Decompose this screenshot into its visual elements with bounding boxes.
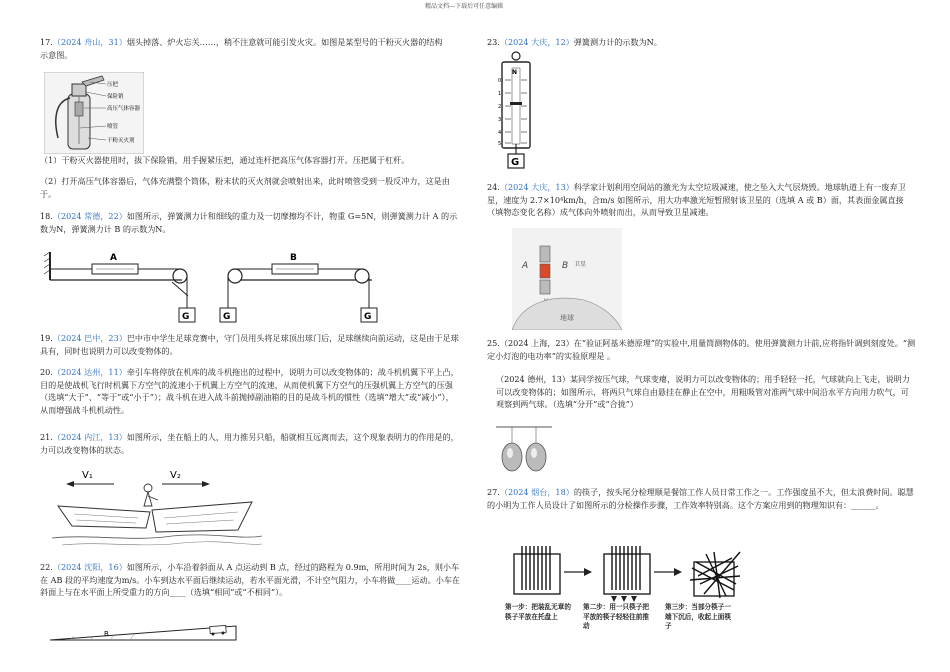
- question-19: [40, 332, 460, 357]
- question-number: 21.: [40, 432, 53, 442]
- question-number: 17.: [40, 37, 53, 47]
- question-text: 弹簧测力计的示数为N。: [573, 37, 662, 47]
- question-number: 27.: [487, 487, 500, 497]
- question-number: 22.: [40, 562, 53, 572]
- question-text: 牵引车将停放在机库的战斗机拖出的过程中，说明力可以改变物体的；战斗机机翼下平上凸，目的是使战机飞行时机翼下方空气的流速小于机翼上方空气的流速，从而使机翼下方空气的压强机翼上方空气的压强（选填“大于”、“等于”或“小于”）；战斗机在进入战斗前抛掉副油箱的目的是战斗机的惯性（选填“增大”或“减小”），从而增强战斗机机动性。: [40, 367, 459, 415]
- unit-label: N: [512, 69, 518, 76]
- label-press-handle: 压把: [107, 82, 119, 88]
- question-text: 的筷子，按头尾分检理顺是餐馆工作人员日常工作之一。工作强度虽不大，但太浪费时间。聪慧的小明为工作人员设计了如图所示的分检操作步骤，工作效率特别高。这个方案应用到的物理知识有：______。: [487, 487, 914, 510]
- tick-0: 0: [498, 78, 502, 84]
- page-header: 精品文档---下载后可任意编辑: [425, 3, 504, 10]
- face-b-label: B: [562, 261, 569, 271]
- tick-3: 3: [498, 117, 502, 123]
- question-text: 科学家计划利用空间站的激光为太空垃圾减速，使之坠入大气层烧毁。地球轨道上有一废弃卫星，速度为 2.7×10⁴km/h，合m/s 如图所示，用大功率激光短暂照射该卫星的（选填 A 或 B）面，其表面金属直接（填物态变化名称）成气体向外喷射而出，从而导致卫星减速。: [487, 182, 906, 218]
- question-24-stem: [487, 181, 917, 219]
- step-2-caption: 第二步：用一只筷子把平放的筷子轻轻往前推动: [583, 603, 649, 631]
- question-number: 18.: [40, 211, 53, 221]
- step-3-caption: 第三步：当部分筷子一端下沉后，收起上面筷子: [665, 603, 731, 631]
- earth-label: 地球: [560, 314, 574, 322]
- tick-5: 5: [498, 141, 502, 147]
- question-number: 20.: [40, 367, 53, 377]
- velocity-v1-label: V₁: [82, 470, 93, 481]
- boats-figure: [52, 466, 262, 550]
- tick-4: 4: [498, 130, 502, 136]
- question-source: （2024 大庆，12）: [499, 37, 574, 47]
- point-b-label: B: [104, 630, 109, 638]
- question-26-stem: [496, 373, 916, 411]
- question-23-stem: [487, 36, 907, 49]
- question-17-part-2: （2）打开高压气体容器后，气体充满整个筒体，粉末状的灭火剂就会喷射出来，此时喷管受到一股反冲力，这是由于。: [40, 176, 450, 199]
- question-18-stem: [40, 210, 460, 235]
- weight-g-left: G: [182, 312, 190, 322]
- face-a-label: A: [522, 261, 529, 271]
- weight-g: G: [511, 157, 520, 168]
- question-source: （2024 巴中，23）: [52, 333, 127, 343]
- scale-b-label: B: [290, 253, 297, 263]
- spring-scale-pulley-figure: [42, 246, 442, 326]
- label-nozzle-tube: 喷管: [107, 124, 119, 130]
- question-source: （2024 达州，11）: [52, 367, 127, 377]
- step-1-caption: 第一步：把装乱无章的筷子平放在托盘上: [505, 603, 571, 621]
- satellite-tag: 卫星: [574, 261, 587, 268]
- scale-a-label: A: [110, 253, 117, 263]
- question-source: （2024 常德，22）: [52, 211, 127, 221]
- velocity-v2-label: V₂: [170, 470, 181, 481]
- tick-1: 1: [498, 91, 502, 97]
- question-text: 烟头掉落、炉火忘关……，稍不注意就可能引发火灾。如图是某型号的干粉灭火器的结构示意图。: [40, 37, 443, 60]
- satellite-laser-figure: [512, 228, 622, 330]
- label-gas-container: 高压气体容器: [107, 106, 141, 112]
- question-25: 25.（2024 上海，23）在“验证阿基米德原理”的实验中,用量筒测物体的。使用弹簧测力计前,应将指针调到刻度处。“测定小灯泡的电功率”的实验原理是 。: [487, 338, 916, 361]
- spring-scale-figure: [496, 50, 536, 172]
- tick-2: 2: [498, 104, 502, 110]
- fire-extinguisher-figure: [44, 72, 144, 154]
- question-number: 23.: [487, 37, 500, 47]
- question-21-stem: [40, 431, 460, 456]
- question-17-part-1: （1）干粉灭火器使用时，拔下保险销，用手握紧压把，通过连杆把高压气体容器打开。压把属于杠杆。: [40, 155, 410, 165]
- question-20: [40, 366, 460, 416]
- incline-cart-figure: [50, 620, 240, 642]
- question-text: 如图所示，小车沿着斜面从 A 点运动到 B 点，经过的路程为 0.9m，所用时间为 2s，则小车在 AB 段的平均速度为m/s。小车到达水平面后继续运动，若水平面光滑，不计空气阻力，小车将做____运动。小车在斜面上与在水平面上所受重力的方向____（选填“相同”或“不相同”）。: [40, 562, 460, 598]
- question-number: 24.: [487, 182, 500, 192]
- question-text: 巴中市中学生足球竞赛中，守门员用头将足球顶出球门后，足球继续向前运动，这是由于足球具有，同时也说明力可以改变物体的。: [40, 333, 459, 356]
- question-source: （2024 大庆，13）: [499, 182, 574, 192]
- weight-g-middle: G: [223, 312, 231, 322]
- weight-g-right: G: [364, 312, 372, 322]
- chopsticks-sorting-figure: [500, 540, 760, 606]
- question-text: 如图所示，坐在船上的人，用力推另只船，船就相互远离而去，这个现象表明力的作用是的，力可以改变物体的状态。: [40, 432, 459, 455]
- question-text: 某同学按压气球，气球变瘪，说明力可以改变物体的；用手轻轻一托，气球就向上飞走，说明力可以改变物体的；如图所示，将两只气球自由悬挂在静止在空中，用粗吸管对准两气球中间沿水平方向用力吹气，可观察到两气球。（选填“分开”或“合拢”）: [496, 374, 910, 410]
- question-27-stem: [487, 486, 917, 511]
- question-22-stem: [40, 561, 460, 599]
- question-source: （2024 沈阳，16）: [52, 562, 127, 572]
- question-source: （2024 德州，13）: [496, 374, 570, 384]
- question-source: （2024 内江，13）: [52, 432, 127, 442]
- question-number: 19.: [40, 333, 53, 343]
- label-powder-agent: 干粉灭火剂: [107, 138, 135, 144]
- question-source: （2024 舟山，31）: [52, 37, 127, 47]
- question-17-stem: [40, 36, 450, 61]
- two-balloons-figure: [496, 425, 552, 475]
- question-text: 如图所示，弹簧测力计和细线的重力及一切摩擦均不计，物重 G=5N，则弹簧测力计 A 的示数为N，弹簧测力计 B 的示数为N。: [40, 211, 458, 234]
- question-source: （2024 烟台，18）: [499, 487, 574, 497]
- label-safety-pin: 保险销: [107, 94, 124, 100]
